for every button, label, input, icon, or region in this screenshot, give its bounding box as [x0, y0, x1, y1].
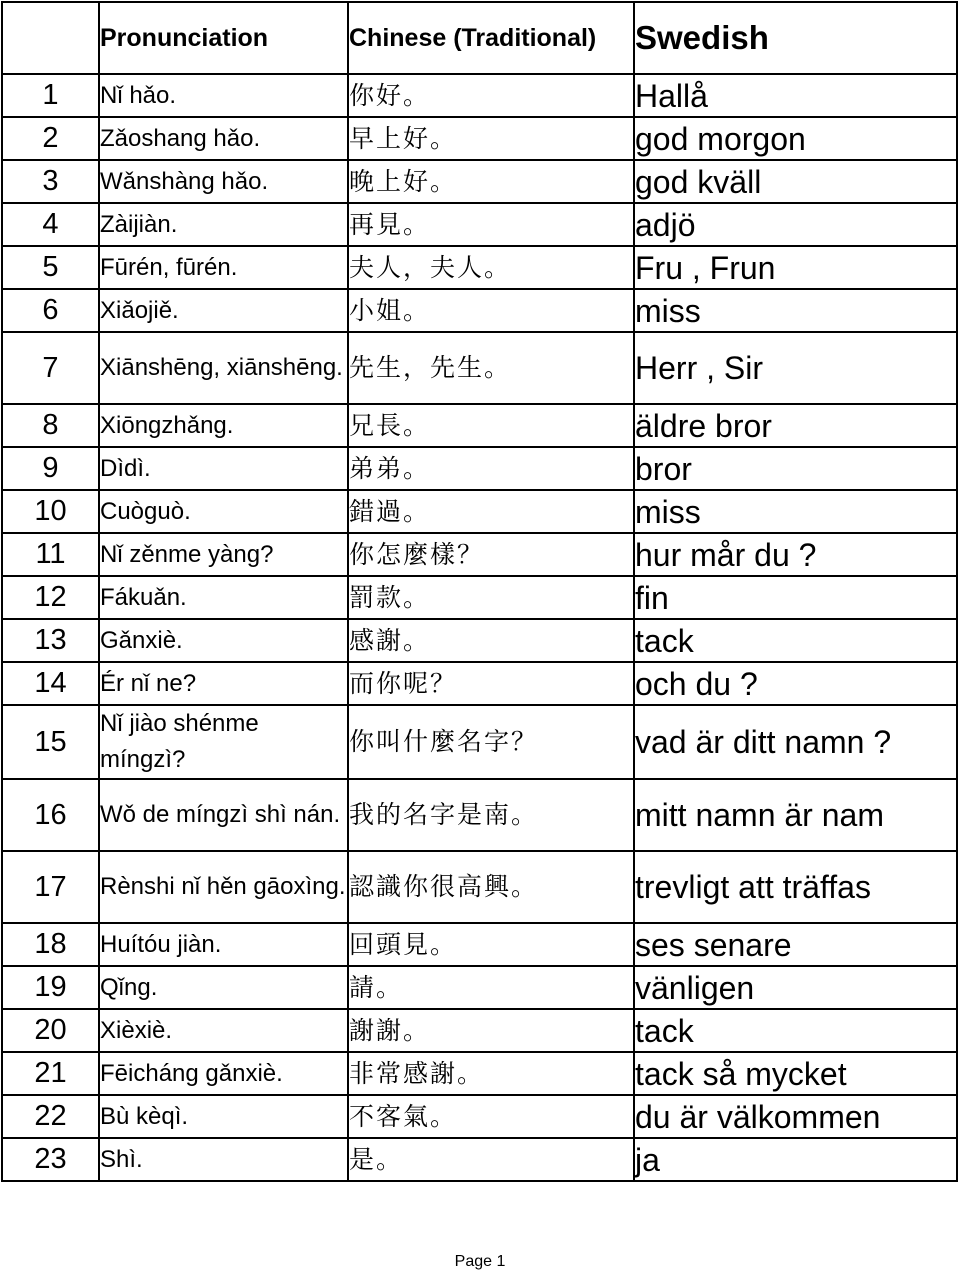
row-number: 19 [2, 966, 99, 1009]
swedish-cell: ses senare [634, 923, 957, 966]
chinese-cell: 請。 [348, 966, 634, 1009]
pronunciation-cell: Fūrén, fūrén. [99, 246, 348, 289]
table-row [2, 1095, 957, 1138]
chinese-cell: 感謝。 [348, 619, 634, 662]
table-row [2, 851, 957, 923]
table-row [2, 1052, 957, 1095]
table-row [2, 160, 957, 203]
table-row [2, 533, 957, 576]
pronunciation-cell: Fēicháng gǎnxiè. [99, 1052, 348, 1095]
chinese-cell: 不客氣。 [348, 1095, 634, 1138]
chinese-cell: 謝謝。 [348, 1009, 634, 1052]
row-number: 9 [2, 447, 99, 490]
swedish-cell: fin [634, 576, 957, 619]
pronunciation-cell: Fákuǎn. [99, 576, 348, 619]
table-row [2, 74, 957, 117]
table-row [2, 490, 957, 533]
pronunciation-cell: Qǐng. [99, 966, 348, 1009]
pronunciation-cell: Gǎnxiè. [99, 619, 348, 662]
table-row [2, 576, 957, 619]
swedish-cell: trevligt att träffas [634, 851, 957, 923]
pronunciation-cell: Nǐ zěnme yàng? [99, 533, 348, 576]
pronunciation-cell: Zǎoshang hǎo. [99, 117, 348, 160]
swedish-cell: adjö [634, 203, 957, 246]
pronunciation-cell: Zàijiàn. [99, 203, 348, 246]
row-number: 16 [2, 779, 99, 851]
swedish-cell: Fru , Frun [634, 246, 957, 289]
chinese-cell: 弟弟。 [348, 447, 634, 490]
swedish-cell: miss [634, 289, 957, 332]
table-row [2, 117, 957, 160]
row-number: 17 [2, 851, 99, 923]
header-row [2, 2, 957, 74]
swedish-cell: Hallå [634, 74, 957, 117]
row-number: 2 [2, 117, 99, 160]
swedish-cell: mitt namn är nam [634, 779, 957, 851]
swedish-cell: god morgon [634, 117, 957, 160]
swedish-cell: miss [634, 490, 957, 533]
header-chinese: Chinese (Traditional) [348, 2, 634, 74]
header-pronunciation: Pronunciation [99, 2, 348, 74]
row-number: 15 [2, 705, 99, 779]
row-number: 18 [2, 923, 99, 966]
table-row [2, 1138, 957, 1181]
page-footer: Page 1 [454, 1253, 506, 1270]
chinese-cell: 再見。 [348, 203, 634, 246]
swedish-cell: tack [634, 1009, 957, 1052]
chinese-cell: 夫人，夫人。 [348, 246, 634, 289]
row-number: 20 [2, 1009, 99, 1052]
row-number: 21 [2, 1052, 99, 1095]
pronunciation-cell: Cuòguò. [99, 490, 348, 533]
chinese-cell: 先生，先生。 [348, 332, 634, 404]
chinese-cell: 你叫什麼名字？ [348, 705, 634, 779]
table-row [2, 705, 957, 779]
pronunciation-cell: Rènshi nǐ hěn gāoxìng. [99, 851, 348, 923]
swedish-cell: vad är ditt namn ? [634, 705, 957, 779]
table-row [2, 246, 957, 289]
header-number [2, 2, 99, 74]
row-number: 6 [2, 289, 99, 332]
row-number: 10 [2, 490, 99, 533]
row-number: 4 [2, 203, 99, 246]
chinese-cell: 我的名字是南。 [348, 779, 634, 851]
chinese-cell: 回頭見。 [348, 923, 634, 966]
table-row [2, 404, 957, 447]
chinese-cell: 錯過。 [348, 490, 634, 533]
row-number: 14 [2, 662, 99, 705]
row-number: 22 [2, 1095, 99, 1138]
row-number: 3 [2, 160, 99, 203]
pronunciation-cell: Bù kèqì. [99, 1095, 348, 1138]
row-number: 11 [2, 533, 99, 576]
swedish-cell: vänligen [634, 966, 957, 1009]
table-row [2, 966, 957, 1009]
chinese-cell: 晚上好。 [348, 160, 634, 203]
row-number: 5 [2, 246, 99, 289]
header-swedish: Swedish [634, 2, 957, 74]
row-number: 7 [2, 332, 99, 404]
chinese-cell: 罰款。 [348, 576, 634, 619]
row-number: 12 [2, 576, 99, 619]
swedish-cell: tack [634, 619, 957, 662]
row-number: 13 [2, 619, 99, 662]
chinese-cell: 你好。 [348, 74, 634, 117]
chinese-cell: 小姐。 [348, 289, 634, 332]
swedish-cell: tack så mycket [634, 1052, 957, 1095]
table-row [2, 662, 957, 705]
swedish-cell: god kväll [634, 160, 957, 203]
swedish-cell: och du ? [634, 662, 957, 705]
pronunciation-cell: Xièxiè. [99, 1009, 348, 1052]
chinese-cell: 你怎麼樣？ [348, 533, 634, 576]
pronunciation-cell: Nǐ jiào shénme míngzì? [99, 705, 348, 779]
table-row [2, 289, 957, 332]
row-number: 1 [2, 74, 99, 117]
pronunciation-cell: Wǒ de míngzì shì nán. [99, 779, 348, 851]
table-row [2, 779, 957, 851]
swedish-cell: ja [634, 1138, 957, 1181]
swedish-cell: Herr , Sir [634, 332, 957, 404]
row-number: 23 [2, 1138, 99, 1181]
swedish-cell: äldre bror [634, 404, 957, 447]
table-row [2, 923, 957, 966]
chinese-cell: 早上好。 [348, 117, 634, 160]
pronunciation-cell: Xiōngzhǎng. [99, 404, 348, 447]
pronunciation-cell: Shì. [99, 1138, 348, 1181]
table-row [2, 447, 957, 490]
pronunciation-cell: Xiānshēng, xiānshēng. [99, 332, 348, 404]
chinese-cell: 非常感謝。 [348, 1052, 634, 1095]
table-row [2, 1009, 957, 1052]
pronunciation-cell: Nǐ hǎo. [99, 74, 348, 117]
chinese-cell: 是。 [348, 1138, 634, 1181]
chinese-cell: 兄長。 [348, 404, 634, 447]
pronunciation-cell: Dìdì. [99, 447, 348, 490]
pronunciation-cell: Xiǎojiě. [99, 289, 348, 332]
vocabulary-table [1, 1, 958, 1182]
table-row [2, 619, 957, 662]
swedish-cell: hur mår du ? [634, 533, 957, 576]
swedish-cell: bror [634, 447, 957, 490]
swedish-cell: du är välkommen [634, 1095, 957, 1138]
row-number: 8 [2, 404, 99, 447]
table-row [2, 332, 957, 404]
pronunciation-cell: Huítóu jiàn. [99, 923, 348, 966]
chinese-cell: 而你呢？ [348, 662, 634, 705]
table-row [2, 203, 957, 246]
pronunciation-cell: Ér nǐ ne? [99, 662, 348, 705]
chinese-cell: 認識你很高興。 [348, 851, 634, 923]
pronunciation-cell: Wǎnshàng hǎo. [99, 160, 348, 203]
